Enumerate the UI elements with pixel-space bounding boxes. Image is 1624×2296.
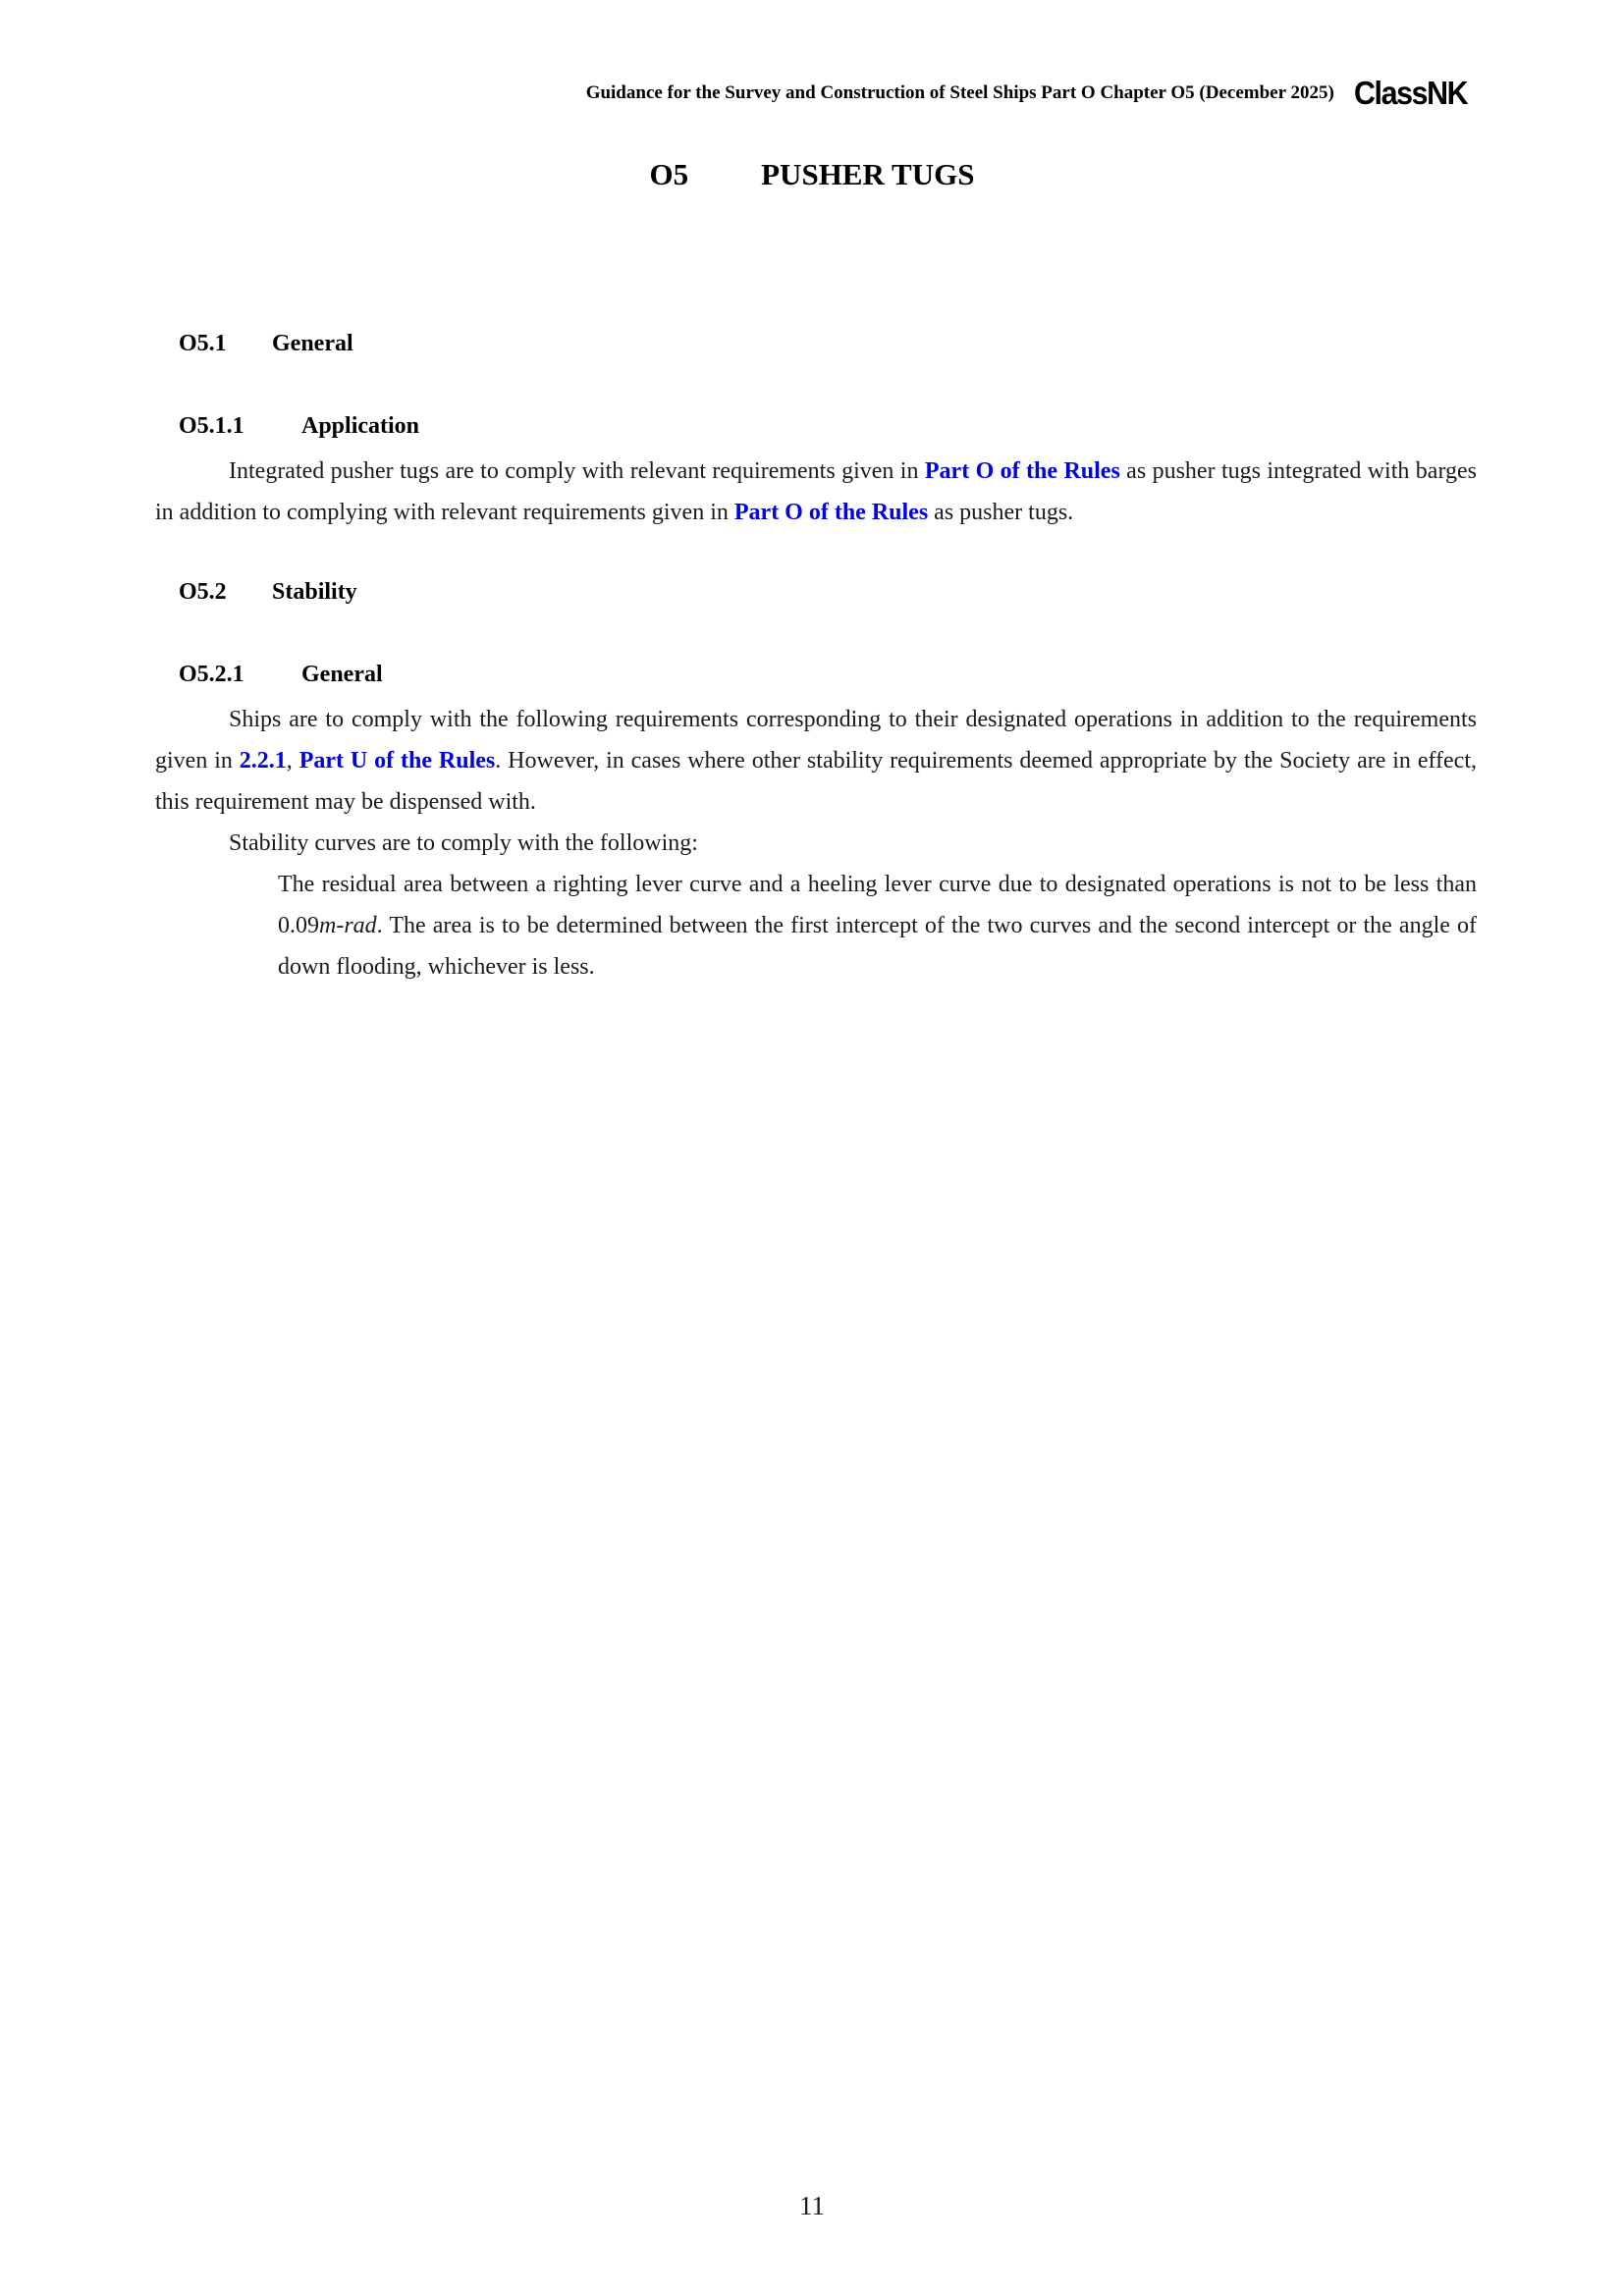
item-text: . The area is to be determined between the first intercept of the two curves and the second intercept or the angle of down flooding, whichever is less. (278, 913, 1477, 980)
section-number: O5.1 (179, 331, 227, 356)
paragraph-text: Integrated pusher tugs are to comply with relevant requirements given in (229, 458, 925, 484)
classnk-logo: ClassNK (1353, 75, 1467, 111)
rule-reference-link[interactable]: Part O of the Rules (733, 500, 929, 525)
section-heading-o5-1 (179, 331, 353, 357)
paragraph-o5-2-1 (155, 699, 1477, 864)
paragraph-text: . However, in cases where other stability requirements deemed appropriate by the Society are in effect, this requirement may be dispensed with. (155, 748, 1478, 815)
item-text: The residual area between a righting lever curve and a heeling lever curve due to designated operations is not to be less than 0.09 (278, 872, 1477, 938)
paragraph-text: Ships are to comply with the following requirements corresponding to their designated operations in addition to the requirements given in (155, 707, 1477, 774)
chapter-name: PUSHER TUGS (761, 157, 975, 191)
rule-reference-link[interactable]: Part U of the Rules (298, 748, 496, 774)
section-number: O5.2 (179, 579, 227, 605)
subsection-number: O5.1.1 (179, 413, 244, 439)
subsection-heading-o5-2-1 (179, 662, 383, 688)
paragraph-text: as pusher tugs integrated with barges in addition to complying with relevant requirements given in (155, 458, 1478, 525)
section-heading-o5-2 (179, 579, 357, 606)
stability-requirement-item (278, 864, 1477, 988)
section-title: Stability (272, 579, 357, 605)
running-title: Guidance for the Survey and Construction of Steel Ships Part O Chapter O5 (December 2025) (585, 81, 1334, 103)
running-header (586, 77, 1477, 109)
rule-reference-link[interactable]: Part O of the Rules (924, 458, 1120, 484)
subsection-title: General (301, 662, 383, 687)
section-title: General (272, 331, 353, 356)
chapter-title (0, 157, 1624, 192)
subsection-number: O5.2.1 (179, 662, 244, 687)
link-separator: , (286, 748, 299, 774)
paragraph-text: as pusher tugs. (928, 500, 1074, 525)
paragraph-o5-1-1 (155, 451, 1477, 533)
chapter-number: O5 (649, 157, 689, 191)
subsection-heading-o5-1-1 (179, 413, 419, 440)
stability-intro: Stability curves are to comply with the following: (229, 830, 698, 856)
unit-text: m-rad (319, 913, 377, 938)
subsection-title: Application (301, 413, 420, 439)
rule-reference-link[interactable]: 2.2.1 (239, 748, 287, 774)
page-number: 11 (799, 2191, 825, 2220)
